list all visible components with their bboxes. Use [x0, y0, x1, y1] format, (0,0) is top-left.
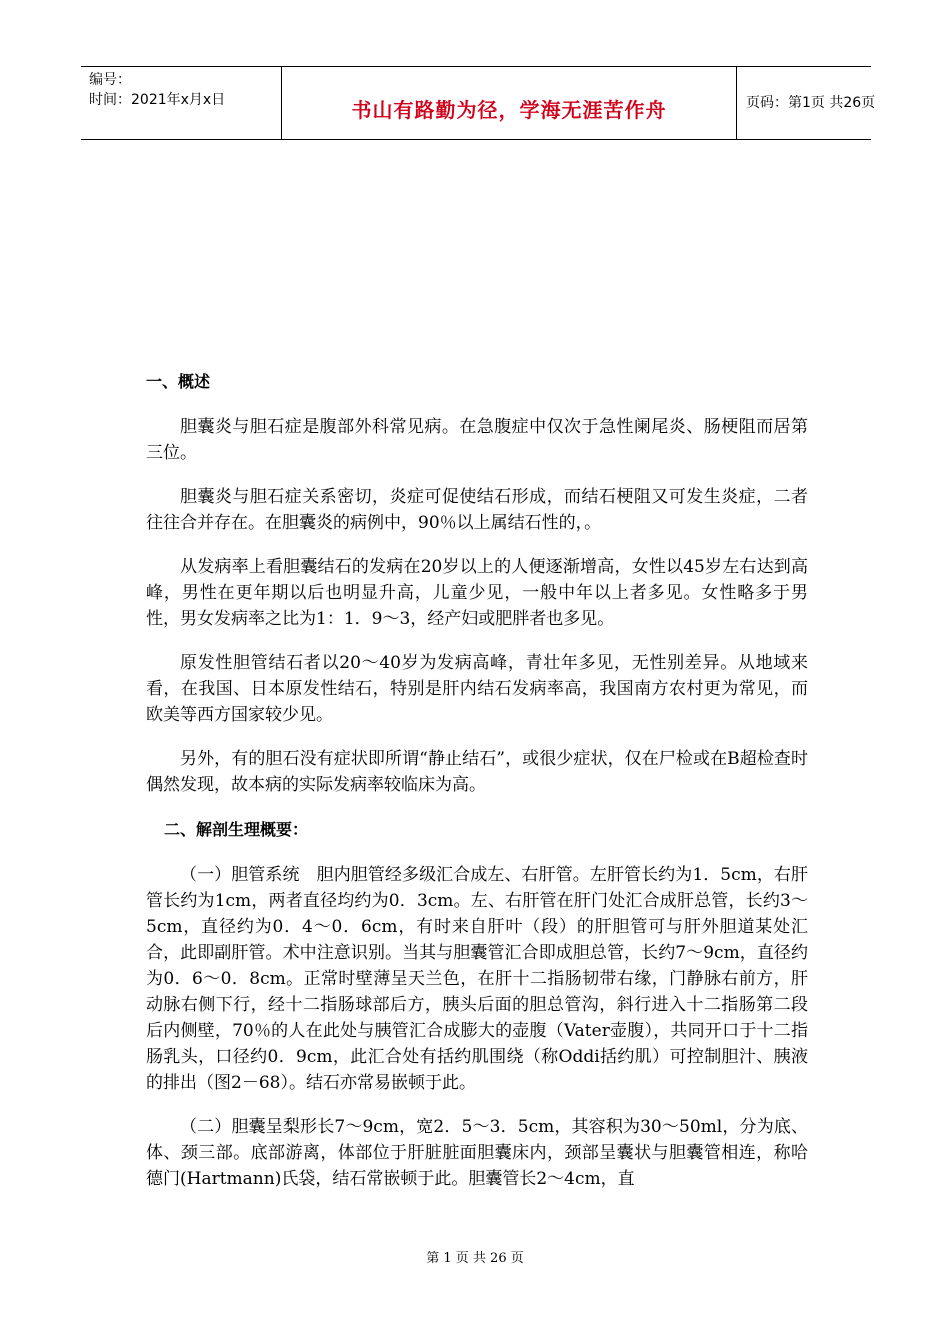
section-title-anatomy: 二、解剖生理概要： [164, 820, 309, 839]
code-label: 编号： [89, 72, 131, 88]
header-meta-cell [81, 67, 281, 139]
date-label: 时间：2021年x月x日 [89, 92, 226, 108]
paragraph: 胆囊炎与胆石症是腹部外科常见病。在急腹症中仅次于急性阑尾炎、肠梗阻而居第三位。 [146, 417, 808, 463]
paragraph: 从发病率上看胆囊结石的发病在20岁以上的人便逐渐增高，女性以45岁左右达到高峰，男性在更年期以后也明显升高，儿童少见，一般中年以上者多见。女性略多于男性，男女发病率之比为1：1．9～3，经产妇或肥胖者也多见。 [146, 557, 808, 629]
section-title-overview: 一、概述 [146, 372, 211, 391]
paragraph: 另外，有的胆石没有症状即所谓“静止结石”，或很少症状，仅在尸检或在B超检查时偶然发现，故本病的实际发病率较临床为高。 [146, 749, 808, 795]
paragraph: 胆囊炎与胆石症关系密切，炎症可促使结石形成，而结石梗阻又可发生炎症，二者往往合并存在。在胆囊炎的病例中，90％以上属结石性的，。 [146, 487, 808, 533]
header-page-info: 页码：第1页 共26页 [746, 95, 876, 111]
header-page-cell [736, 67, 876, 139]
header-motto-cell [281, 67, 737, 139]
document-body [146, 368, 808, 1192]
motto-text: 书山有路勤为径，学海无涯苦作舟 [351, 98, 667, 122]
page-footer: 第 1 页 共 26 页 [426, 1251, 524, 1266]
page-header [81, 66, 876, 140]
paragraph: 原发性胆管结石者以20～40岁为发病高峰，青壮年多见，无性别差异。从地域来看，在我国、日本原发性结石，特别是肝内结石发病率高，我国南方农村更为常见，而欧美等西方国家较少见。 [146, 653, 808, 725]
paragraph: （二）胆囊呈梨形长7～9cm，宽2．5～3．5cm，其容积为30～50ml，分为底、体、颈三部。底部游离，体部位于肝脏脏面胆囊床内，颈部呈囊状与胆囊管相连，称哈德门(Hartmann)氏袋，结石常嵌顿于此。胆囊管长2～4cm，直 [146, 1117, 808, 1189]
paragraph: （一）胆管系统 胆内胆管经多级汇合成左、右肝管。左肝管长约为1．5cm，右肝管长约为1cm，两者直径均约为0．3cm。左、右肝管在肝门处汇合成肝总管，长约3～5cm，直径约为0．4～0．6cm，有时来自肝叶（段）的肝胆管可与肝外胆道某处汇合，此即副肝管。术中注意识别。当其与胆囊管汇合即成胆总管，长约7～9cm，直径约为0．6～0．8cm。正常时壁薄呈天兰色，在肝十二指肠韧带右缘，门静脉右前方，肝动脉右侧下行，经十二指肠球部后方，胰头后面的胆总管沟，斜行进入十二指肠第二段后内侧壁，70％的人在此处与胰管汇合成膨大的壶腹（Vater壶腹），共同开口于十二指肠乳头，口径约0．9cm，此汇合处有括约肌围绕（称Oddi括约肌）可控制胆汁、胰液的排出（图2－68）。结石亦常易嵌顿于此。 [146, 865, 808, 1093]
